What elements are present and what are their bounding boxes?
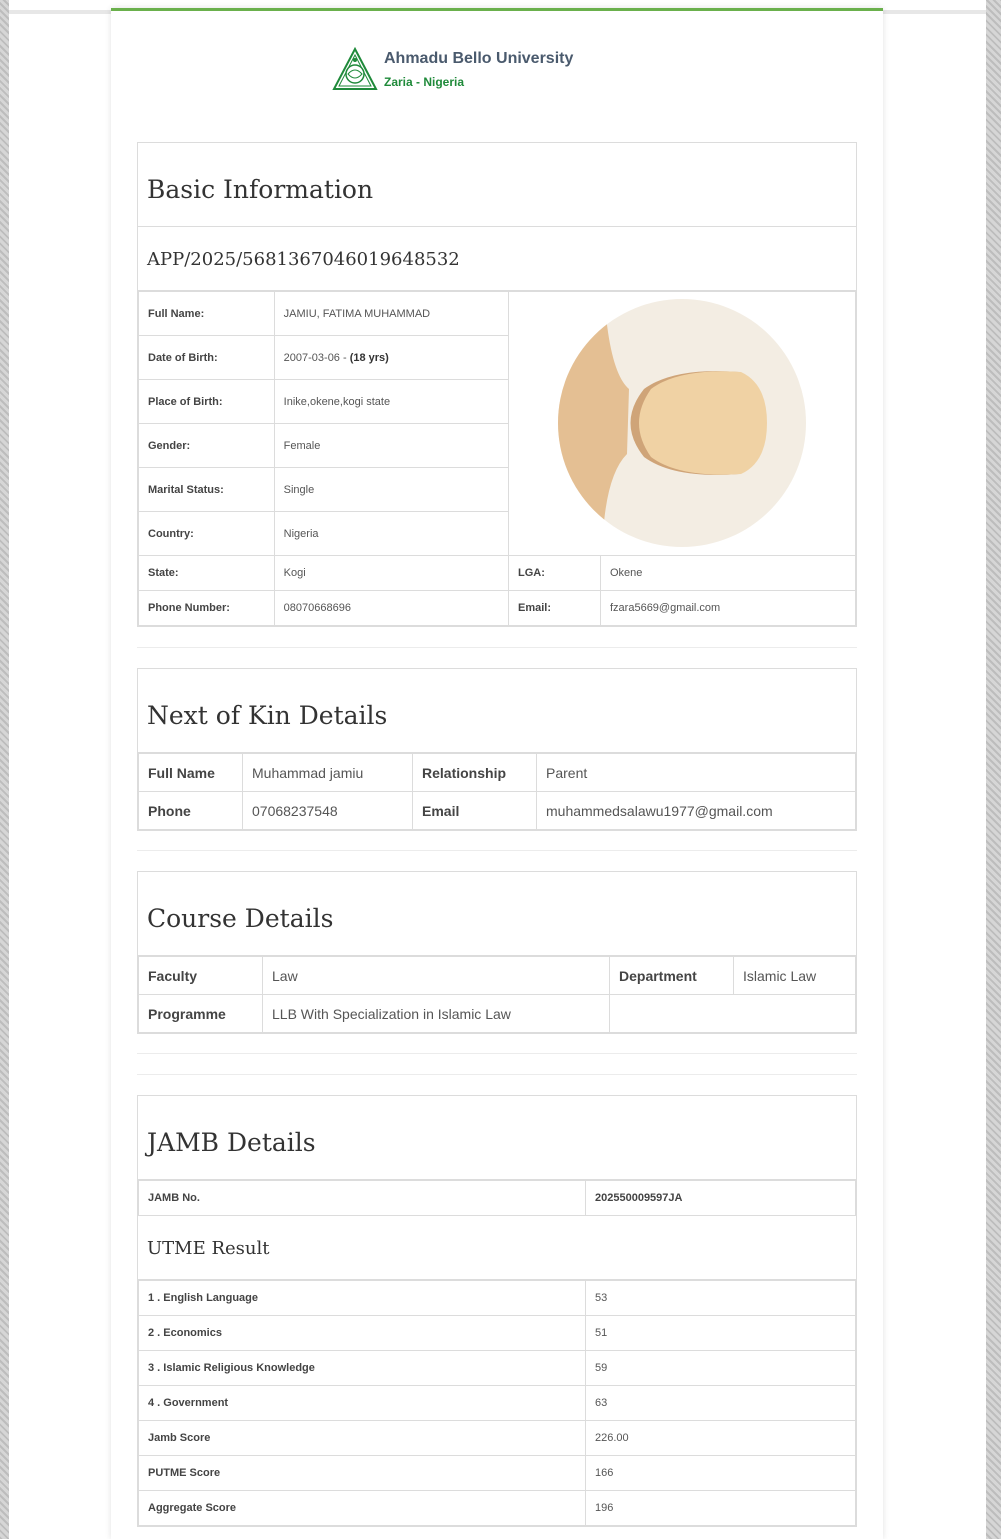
- utme-result-heading: UTME Result: [138, 1216, 856, 1280]
- basic-information-heading: Basic Information: [138, 143, 856, 227]
- phone-value: 08070668696: [274, 591, 508, 626]
- result-label: 1 . English Language: [139, 1281, 586, 1316]
- table-row: [139, 1421, 856, 1456]
- kin-phone-label: Phone: [139, 792, 243, 830]
- kin-full-name-label: Full Name: [139, 754, 243, 792]
- table-row: [139, 792, 856, 830]
- kin-relationship-label: Relationship: [413, 754, 537, 792]
- dob-label: Date of Birth:: [139, 336, 275, 380]
- jamb-details-card: [137, 1095, 857, 1527]
- table-row: [139, 1456, 856, 1491]
- table-row: [139, 1386, 856, 1421]
- email-value: fzara5669@gmail.com: [601, 591, 856, 626]
- university-location: Zaria - Nigeria: [384, 74, 465, 89]
- jamb-number-table: [138, 1180, 856, 1216]
- result-value: 53: [586, 1281, 856, 1316]
- table-row: [139, 995, 856, 1033]
- pob-value: Inike,okene,kogi state: [274, 380, 508, 424]
- next-of-kin-table: [138, 753, 856, 830]
- kin-email-value: muhammedsalawu1977@gmail.com: [537, 792, 856, 830]
- department-label: Department: [610, 957, 734, 995]
- table-row: [139, 292, 856, 336]
- divider: [137, 647, 857, 648]
- state-label: State:: [139, 556, 275, 591]
- country-label: Country:: [139, 512, 275, 556]
- next-of-kin-heading: Next of Kin Details: [138, 669, 856, 753]
- kin-email-label: Email: [413, 792, 537, 830]
- jamb-no-label: JAMB No.: [139, 1181, 586, 1216]
- jamb-no-value: 202550009597JA: [586, 1181, 856, 1216]
- university-brand: [332, 47, 573, 91]
- result-value: 166: [586, 1456, 856, 1491]
- table-row: [139, 1281, 856, 1316]
- user-avatar-icon: [509, 292, 855, 555]
- result-label: PUTME Score: [139, 1456, 586, 1491]
- result-label: 3 . Islamic Religious Knowledge: [139, 1351, 586, 1386]
- kin-relationship-value: Parent: [537, 754, 856, 792]
- programme-value: LLB With Specialization in Islamic Law: [263, 995, 610, 1033]
- divider: [137, 1074, 857, 1075]
- faculty-label: Faculty: [139, 957, 263, 995]
- result-label: Aggregate Score: [139, 1491, 586, 1526]
- table-row: [139, 754, 856, 792]
- table-row: [139, 591, 856, 626]
- table-row: [139, 1181, 856, 1216]
- result-label: 4 . Government: [139, 1386, 586, 1421]
- dob-value: [274, 336, 508, 380]
- result-value: 51: [586, 1316, 856, 1351]
- course-details-heading: Course Details: [138, 872, 856, 956]
- result-value: 63: [586, 1386, 856, 1421]
- lga-label: LGA:: [508, 556, 600, 591]
- table-row: [139, 1491, 856, 1526]
- course-details-card: [137, 871, 857, 1034]
- application-slip: [111, 8, 883, 1539]
- gender-label: Gender:: [139, 424, 275, 468]
- full-name-label: Full Name:: [139, 292, 275, 336]
- passport-photo: [508, 292, 855, 556]
- table-row: [139, 1351, 856, 1386]
- phone-label: Phone Number:: [139, 591, 275, 626]
- abu-crest-icon: [332, 47, 378, 91]
- result-value: 59: [586, 1351, 856, 1386]
- kin-phone-value: 07068237548: [243, 792, 413, 830]
- result-value: 196: [586, 1491, 856, 1526]
- department-value: Islamic Law: [734, 957, 856, 995]
- result-label: Jamb Score: [139, 1421, 586, 1456]
- basic-information-card: [137, 142, 857, 627]
- course-details-table: [138, 956, 856, 1033]
- lga-value: Okene: [601, 556, 856, 591]
- email-label: Email:: [508, 591, 600, 626]
- marital-status-value: Single: [274, 468, 508, 512]
- table-row: [139, 1316, 856, 1351]
- table-row: [139, 556, 856, 591]
- result-label: 2 . Economics: [139, 1316, 586, 1351]
- result-value: 226.00: [586, 1421, 856, 1456]
- country-value: Nigeria: [274, 512, 508, 556]
- application-number: APP/2025/5681367046019648532: [138, 227, 856, 291]
- empty-cell: [610, 995, 856, 1033]
- kin-full-name-value: Muhammad jamiu: [243, 754, 413, 792]
- marital-status-label: Marital Status:: [139, 468, 275, 512]
- faculty-value: Law: [263, 957, 610, 995]
- basic-info-table: [138, 291, 856, 626]
- divider: [137, 1053, 857, 1054]
- gender-value: Female: [274, 424, 508, 468]
- jamb-details-heading: JAMB Details: [138, 1096, 856, 1180]
- state-value: Kogi: [274, 556, 508, 591]
- pob-label: Place of Birth:: [139, 380, 275, 424]
- table-row: [139, 957, 856, 995]
- university-name: Ahmadu Bello University: [384, 49, 574, 67]
- utme-result-table: [138, 1280, 856, 1526]
- next-of-kin-card: [137, 668, 857, 831]
- full-name-value: JAMIU, FATIMA MUHAMMAD: [274, 292, 508, 336]
- programme-label: Programme: [139, 995, 263, 1033]
- age-value: (18 yrs): [349, 351, 389, 364]
- divider: [137, 850, 857, 851]
- dob-date: 2007-03-06 -: [283, 351, 350, 364]
